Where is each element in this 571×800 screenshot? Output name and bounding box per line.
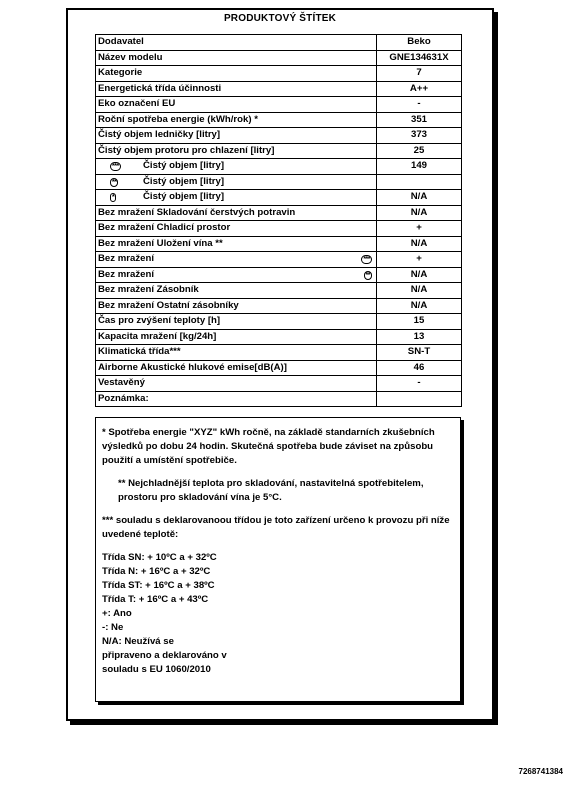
- row-label-cell: [96, 376, 377, 392]
- row-value: N/A: [377, 267, 462, 283]
- row-label-cell: [96, 267, 377, 283]
- climate-class-t: Třída T: + 16ºC a + 43ºC: [102, 594, 209, 605]
- table-row: [96, 221, 462, 237]
- table-row: [96, 391, 462, 407]
- climate-class-st: Třída ST: + 16ºC a + 38ºC: [102, 580, 215, 591]
- row-label-cell: [96, 283, 377, 299]
- table-row: [96, 66, 462, 82]
- row-label-cell: [96, 112, 377, 128]
- row-value: [377, 391, 462, 407]
- row-value: -: [377, 376, 462, 392]
- row-label: Bez mražení: [98, 268, 154, 280]
- row-value: A++: [377, 81, 462, 97]
- row-label: Čistý objem [litry]: [143, 175, 225, 187]
- row-label-cell: [96, 50, 377, 66]
- table-row: [96, 345, 462, 361]
- table-row: [96, 283, 462, 299]
- row-label: Název modelu: [98, 51, 163, 63]
- freezer-star-icon: ***: [363, 256, 370, 263]
- table-row: [96, 314, 462, 330]
- row-label-cell: [96, 35, 377, 51]
- row-label: Bez mražení Zásobník: [98, 284, 199, 296]
- row-value: 13: [377, 329, 462, 345]
- row-value: Beko: [377, 35, 462, 51]
- table-row: [96, 35, 462, 51]
- table-row: [96, 174, 462, 190]
- row-label: Dodavatel: [98, 36, 144, 48]
- legend-yes: +: Ano: [102, 608, 132, 619]
- freezer-star-icon: ***: [112, 163, 119, 170]
- table-row: [96, 329, 462, 345]
- table-row: [96, 50, 462, 66]
- row-label: Poznámka:: [98, 392, 149, 404]
- row-label: Čistý objem ledničky [litry]: [98, 129, 221, 141]
- row-label-cell: [96, 66, 377, 82]
- row-label: Bez mražení Skladování čerstvých potravin: [98, 206, 296, 218]
- legend-regulation: souladu s EU 1060/2010: [102, 664, 211, 675]
- row-label-cell: [96, 252, 377, 268]
- climate-class-n: Třída N: + 16ºC a + 32ºC: [102, 566, 211, 577]
- product-label: [66, 8, 494, 721]
- table-row: [96, 190, 462, 206]
- row-value: N/A: [377, 205, 462, 221]
- row-label: Čistý objem [litry]: [143, 191, 225, 202]
- table-row: [96, 298, 462, 314]
- row-value: N/A: [377, 190, 462, 206]
- climate-class-sn: Třída SN: + 10ºC a + 32ºC: [102, 552, 217, 563]
- row-label-cell: [96, 205, 377, 221]
- row-label: Airborne Akustické hlukové emise[dB(A)]: [98, 361, 287, 373]
- row-value: 149: [377, 159, 462, 175]
- row-value: 15: [377, 314, 462, 330]
- note-wine-temp: ** Nejchladnější teplota pro skladování, nastavitelná spotřebitelem, prostoru pro skladování vína je 5°C.: [118, 478, 424, 503]
- freezer-star-icon: *: [112, 194, 115, 201]
- row-label: Kategorie: [98, 67, 143, 79]
- row-label: Bez mražení: [98, 253, 154, 265]
- row-label: Roční spotřeba energie (kWh/rok) *: [98, 113, 258, 125]
- freezer-star-icon: **: [112, 178, 117, 186]
- table-row: [96, 143, 462, 159]
- notes-box: [95, 417, 461, 702]
- row-value: 7: [377, 66, 462, 82]
- row-label: Kapacita mražení [kg/24h]: [98, 330, 217, 342]
- row-value: +: [377, 221, 462, 237]
- table-row: [96, 97, 462, 113]
- row-value: 25: [377, 143, 462, 159]
- row-label-cell: [96, 143, 377, 159]
- row-label: Bez mražení Ostatní zásobníky: [98, 299, 239, 311]
- row-label-cell: [96, 159, 377, 175]
- row-label: Klimatická třída***: [98, 346, 181, 358]
- table-row: [96, 128, 462, 144]
- row-label-cell: [96, 329, 377, 345]
- row-label: Eko označení EU: [98, 98, 176, 110]
- table-row: [96, 112, 462, 128]
- table-row: [96, 252, 462, 268]
- row-value: 373: [377, 128, 462, 144]
- table-row: [96, 360, 462, 376]
- row-value: SN-T: [377, 345, 462, 361]
- row-label: Energetická třída účinnosti: [98, 82, 222, 94]
- row-label-cell: [96, 236, 377, 252]
- table-row: [96, 267, 462, 283]
- row-label: Čas pro zvýšení teploty [h]: [98, 315, 221, 327]
- row-label-cell: [96, 97, 377, 113]
- row-value: N/A: [377, 298, 462, 314]
- barcode-number: 7268741384: [518, 767, 563, 776]
- row-label-cell: [96, 128, 377, 144]
- table-row: [96, 81, 462, 97]
- row-value: N/A: [377, 236, 462, 252]
- table-row: [96, 159, 462, 175]
- row-label: Čistý objem [litry]: [143, 160, 225, 171]
- legend-no: -: Ne: [102, 622, 124, 633]
- table-row: [96, 205, 462, 221]
- row-label-cell: [96, 221, 377, 237]
- row-label-cell: [96, 391, 377, 407]
- row-label-cell: [96, 190, 377, 206]
- row-label-cell: [96, 360, 377, 376]
- table-row: [96, 236, 462, 252]
- row-value: -: [377, 97, 462, 113]
- row-value: GNE134631X: [377, 50, 462, 66]
- row-value: +: [377, 252, 462, 268]
- row-label-cell: [96, 314, 377, 330]
- row-value: N/A: [377, 283, 462, 299]
- freezer-star-icon: **: [365, 271, 370, 279]
- row-label: Bez mražení Uložení vína **: [98, 237, 223, 249]
- table-row: [96, 376, 462, 392]
- row-label-cell: [96, 174, 377, 190]
- label-title: PRODUKTOVÝ ŠTÍTEK: [223, 13, 337, 24]
- row-label-cell: [96, 345, 377, 361]
- row-value: 46: [377, 360, 462, 376]
- row-label-cell: [96, 81, 377, 97]
- note-climate: *** souladu s deklarovanoou třídou je toto zařízení určeno k provozu při níže uvedené teplotě:: [102, 515, 450, 540]
- row-label-cell: [96, 298, 377, 314]
- row-label: Čistý objem protoru pro chlazení [litry]: [98, 144, 275, 156]
- note-energy: * Spotřeba energie "XYZ" kWh ročně, na základě standarních zkušebních výsledků po dobu 24 hodin. Skutečná spotřeba bude záviset na způsobu použití a umístění spotřebiče.: [102, 427, 435, 466]
- row-value: [377, 174, 462, 190]
- row-label: Vestavěný: [98, 377, 145, 389]
- row-value: 351: [377, 112, 462, 128]
- row-label: Bez mražení Chladicí prostor: [98, 222, 231, 234]
- legend-prepared: připraveno a deklarováno v: [102, 650, 227, 661]
- legend-na: N/A: Neužívá se: [102, 636, 174, 647]
- spec-table: [95, 34, 462, 407]
